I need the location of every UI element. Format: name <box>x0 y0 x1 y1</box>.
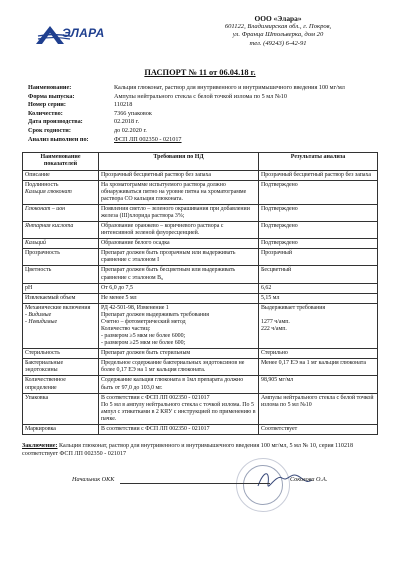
cell-requirement: Предельное содержание бактериальных эндотоксинов не более 0,17 ЕЭ на 1 мг кальция глюконата. <box>99 359 259 376</box>
indicator-subname: - Видимые - Невидимые <box>25 311 58 325</box>
column-header-results: Результаты анализа <box>259 153 378 170</box>
document-title: ПАСПОРТ № 11 от 06.04.18 г. <box>144 68 256 77</box>
cell-indicator <box>23 376 99 393</box>
cell-result: Выдерживает требования 1277 ч/амп. 222 ч/амп. <box>259 303 378 348</box>
cell-indicator <box>23 283 99 293</box>
column-header-requirements: Требования по НД <box>99 153 259 170</box>
cell-requirement: Появления светло – зеленого окрашивания при добавлении железа (III)хлорида раствора 3%; <box>99 204 259 221</box>
indicator-name: Цветность <box>25 267 52 274</box>
cell-result: 5,15 мл <box>259 293 378 303</box>
table-row <box>23 283 378 293</box>
cell-requirement: Содержание кальция глюконата в 1мл препарата должно быть от 97,0 до 103,0 мг. <box>99 376 259 393</box>
info-row <box>28 118 378 127</box>
cell-requirement: В соответствии с ФСП ЛП 002350 - 021017 По 5 мл в ампулу нейтрального стекла с точкой излома. По 5 ампул с этикетками в 2 КЯУ с инструкцией по применению в пачке. <box>99 393 259 424</box>
info-value: до 02.2020 г. <box>114 127 147 135</box>
cell-requirement: РД 42-501-98, Изменение 1 Препарат должен выдерживать требования Счетно – фотометрический метод Количество частиц: - размером ≥5 мкм не более 6000; - размером ≥25 мкм не более 600; <box>99 303 259 348</box>
cell-requirement: Не менее 5 мл <box>99 293 259 303</box>
info-key: Наименование: <box>28 84 72 92</box>
cell-result: Менее 0,17 ЕЭ на 1 мг кальция глюконата <box>259 359 378 376</box>
table-row <box>23 180 378 204</box>
info-value: 7366 упаковок <box>114 109 152 117</box>
indicator-name: pH <box>25 284 33 291</box>
table-row <box>23 204 378 221</box>
info-value: Кальция глюконат, раствор для внутривенного и внутримышечного введения 100 мг/мл <box>114 84 345 92</box>
info-key: Количество: <box>28 109 63 117</box>
info-key: Номер серии: <box>28 101 66 109</box>
cell-result: Подтверждено <box>259 239 378 249</box>
indicator-subname: Янтарная кислота <box>25 223 74 230</box>
cell-result: Подтверждено <box>259 222 378 239</box>
info-value: Ампулы нейтрального стекла с белой точкой излома по 5 мл №10 <box>114 92 287 100</box>
indicator-name: Стерильность <box>25 350 60 357</box>
table-row <box>23 249 378 266</box>
table-header-row <box>23 153 378 170</box>
conclusion-text: Кальция глюконат, раствор для внутривенного и внутримышечного введения 100 мг/мл, 5 мл № 10, серия 110218 соответствует ФСП ЛП 002350 - 021017 <box>22 443 354 457</box>
info-row <box>28 101 378 110</box>
table-row <box>23 239 378 249</box>
cell-requirement: Образование оранжево – коричневого раствора с интенсивной зеленой флуоресценцией. <box>99 222 259 239</box>
info-key: Форма выпуска: <box>28 92 75 100</box>
cell-indicator <box>23 303 99 348</box>
indicator-name: Подлинность <box>25 181 59 188</box>
logo-text: ЭЛАРА <box>62 26 105 40</box>
analysis-table <box>22 152 378 435</box>
signer-name: Соколова О.А. <box>290 476 328 484</box>
header <box>22 12 378 64</box>
info-row <box>28 110 378 119</box>
address-line-3: тел. (49243) 6-42-91 <box>249 39 307 47</box>
address-line-1: 601122, Владимирская обл., г. Покров, <box>224 23 332 31</box>
table-row <box>23 293 378 303</box>
cell-requirement: Образование белого осадка <box>99 239 259 249</box>
indicator-subname: Глюконат – ион <box>25 205 66 212</box>
indicator-subname: Кальция глюконат <box>25 188 72 195</box>
cell-result: Подтверждено <box>259 204 378 221</box>
info-key: Анализ выполнен по: <box>28 135 89 143</box>
cell-result: Бесцветный <box>259 266 378 283</box>
table-row <box>23 359 378 376</box>
table-row <box>23 303 378 348</box>
cell-requirement: В соответствии с ФСП ЛП 002350 - 021017 <box>99 424 259 434</box>
info-row <box>28 136 378 145</box>
indicator-name: Прозрачность <box>25 250 60 257</box>
indicator-subname: Кальций <box>25 240 46 247</box>
cell-indicator <box>23 204 99 221</box>
cell-result: Соответствует <box>259 424 378 434</box>
indicator-name: Маркировка <box>25 425 56 432</box>
cell-indicator <box>23 393 99 424</box>
address-line-2: ул. Франца Штольверка, дом 20 <box>232 31 324 39</box>
cell-result: Прозрачный <box>259 249 378 266</box>
cell-result: Стерильно <box>259 349 378 359</box>
table-row <box>23 266 378 283</box>
cell-result: Подтверждено <box>259 180 378 204</box>
cell-indicator <box>23 249 99 266</box>
indicator-name: Извлекаемый объем <box>25 294 76 301</box>
info-row <box>28 84 378 93</box>
cell-requirement: Препарат должен быть стерильным <box>99 349 259 359</box>
cell-indicator <box>23 424 99 434</box>
cell-indicator <box>23 180 99 204</box>
product-info <box>28 84 378 144</box>
cell-indicator <box>23 266 99 283</box>
company-block <box>208 14 348 48</box>
cell-indicator <box>23 293 99 303</box>
conclusion-label: Заключение: <box>22 443 58 450</box>
info-value: ФСП ЛП 002350 - 021017 <box>114 135 182 143</box>
info-value: 02.2018 г. <box>114 118 140 126</box>
signature-block <box>22 464 378 504</box>
conclusion <box>22 443 378 458</box>
table-row <box>23 170 378 180</box>
cell-requirement: На хроматограмме испытуемого раствора должно обнаруживаться пятно на уровне пятна на хроматограмме раствора СО кальция глюконата. <box>99 180 259 204</box>
cell-result: 98,905 мг/мл <box>259 376 378 393</box>
cell-result: 6,62 <box>259 283 378 293</box>
indicator-name: Описание <box>25 171 50 178</box>
table-row <box>23 393 378 424</box>
cell-indicator <box>23 170 99 180</box>
info-value: 110218 <box>114 101 133 109</box>
indicator-name: Механические включения <box>25 304 91 311</box>
indicator-name: Бактериальные эндотоксины <box>25 360 64 374</box>
indicator-name: Количественное определение <box>25 377 66 391</box>
info-key: Дата производства: <box>28 118 83 126</box>
info-row <box>28 127 378 136</box>
cell-requirement: Препарат должен быть бесцветным или выдерживать сравнение с эталоном B₉ <box>99 266 259 283</box>
indicator-name: Упаковка <box>25 394 49 401</box>
column-header-indicator: Наименование показателей <box>23 153 99 170</box>
table-row <box>23 376 378 393</box>
table-row <box>23 349 378 359</box>
company-name: ООО «Элара» <box>254 14 302 23</box>
signature-line <box>120 483 270 484</box>
cell-indicator <box>23 349 99 359</box>
cell-indicator <box>23 222 99 239</box>
cell-requirement: Прозрачный бесцветный раствор без запаха <box>99 170 259 180</box>
info-key: Срок годности: <box>28 127 71 135</box>
table-row <box>23 424 378 434</box>
cell-indicator <box>23 359 99 376</box>
cell-result: Прозрачный бесцветный раствор без запаха <box>259 170 378 180</box>
signer-position: Начальник ОКК <box>72 476 115 484</box>
cell-requirement: От 6,0 до 7,5 <box>99 283 259 293</box>
cell-result: Ампулы нейтрального стекла с белой точкой излома по 5 мл №10 <box>259 393 378 424</box>
info-row <box>28 93 378 102</box>
cell-indicator <box>23 239 99 249</box>
cell-requirement: Препарат должен быть прозрачным или выдерживать сравнение с эталоном I <box>99 249 259 266</box>
table-row <box>23 222 378 239</box>
